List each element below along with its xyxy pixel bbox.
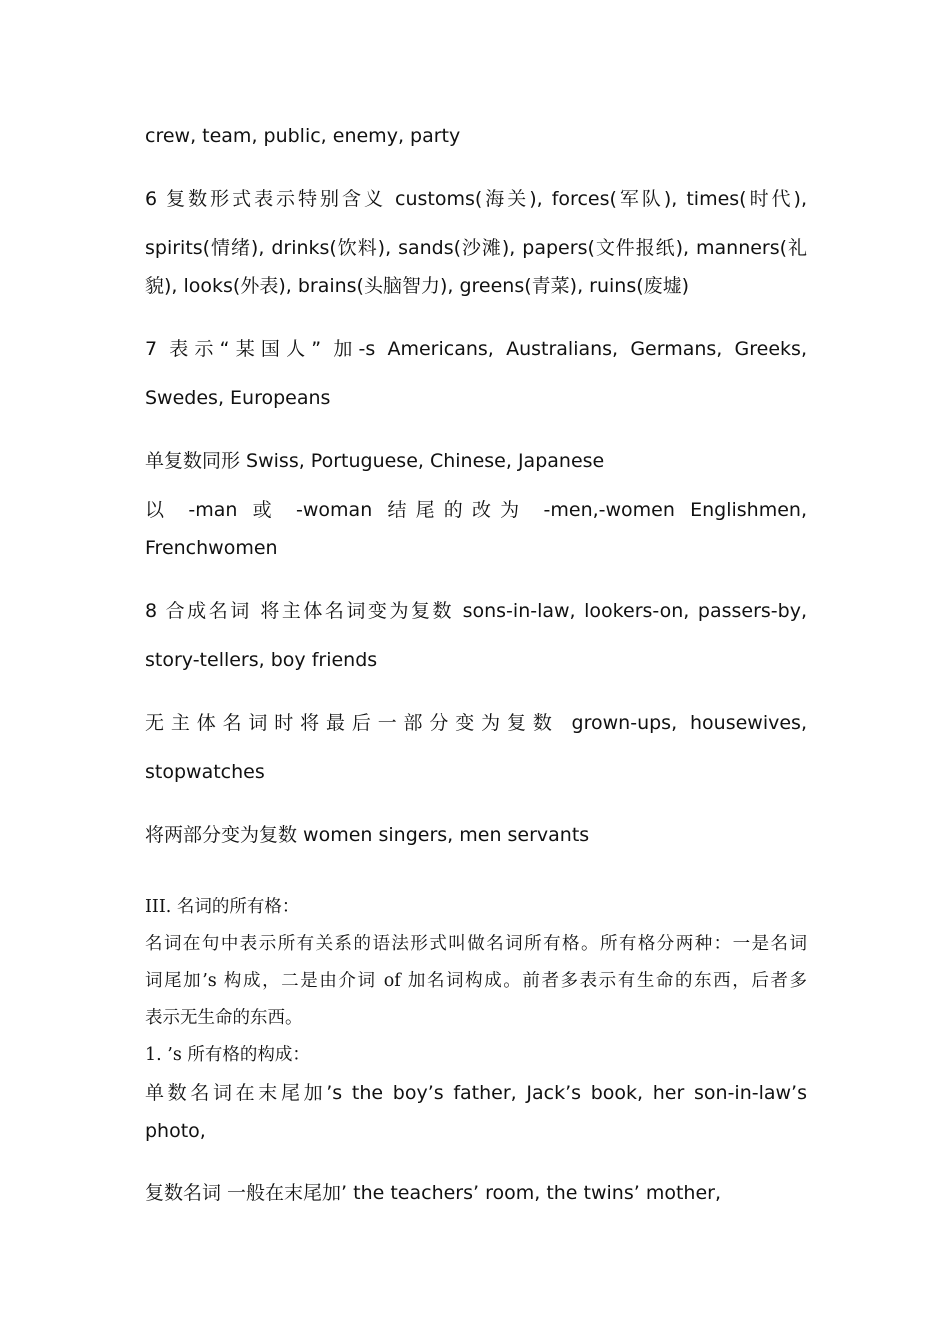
text-line: Swedes, Europeans bbox=[145, 387, 331, 409]
text-line: Frenchwomen bbox=[145, 537, 278, 559]
text-line: 词尾加’s 构成，二是由介词 of 加名词构成。前者多表示有生命的东西，后者多 bbox=[145, 971, 807, 991]
text-line: 单数名词在末尾加’s the boy’s father, Jack’s book, her son-in-law’s bbox=[145, 1082, 807, 1104]
text-line: 名词在句中表示所有关系的语法形式叫做名词所有格。所有格分两种：一是名词 bbox=[145, 934, 807, 954]
text-line: 将两部分变为复数 women singers, men servants bbox=[145, 824, 590, 846]
text-line: stopwatches bbox=[145, 761, 265, 783]
text-line: photo, bbox=[145, 1120, 206, 1142]
text-line: 8 合成名词 将主体名词变为复数 sons-in-law, lookers-on, passers-by, bbox=[145, 600, 807, 622]
text-line: 7 表示“某国人” 加-s Americans, Australians, Germans, Greeks, bbox=[145, 338, 807, 360]
text-line: 单复数同形 Swiss, Portuguese, Chinese, Japanese bbox=[145, 450, 605, 472]
text-line: 6 复数形式表示特别含义 customs(海关), forces(军队), times(时代), bbox=[145, 188, 807, 210]
text-line: 无主体名词时将最后一部分变为复数 grown-ups, housewives, bbox=[145, 712, 807, 734]
text-line: crew, team, public, enemy, party bbox=[145, 125, 461, 147]
document-page bbox=[145, 0, 807, 1344]
text-line: 复数名词 一般在末尾加’ the teachers’ room, the twins’ mother, bbox=[145, 1182, 721, 1204]
text-line: story-tellers, boy friends bbox=[145, 649, 378, 671]
text-line: 貌), looks(外表), brains(头脑智力), greens(青菜), ruins(废墟) bbox=[145, 275, 690, 297]
text-line: spirits(情绪), drinks(饮料), sands(沙滩), papers(文件报纸), manners(礼 bbox=[145, 237, 807, 259]
subsection-heading: 1. ’s 所有格的构成： bbox=[145, 1045, 310, 1065]
section-heading: III. 名词的所有格： bbox=[145, 897, 300, 917]
text-line: 以 -man 或 -woman 结尾的改为 -men,-women Englishmen, bbox=[145, 499, 807, 521]
text-line: 表示无生命的东西。 bbox=[145, 1008, 303, 1028]
